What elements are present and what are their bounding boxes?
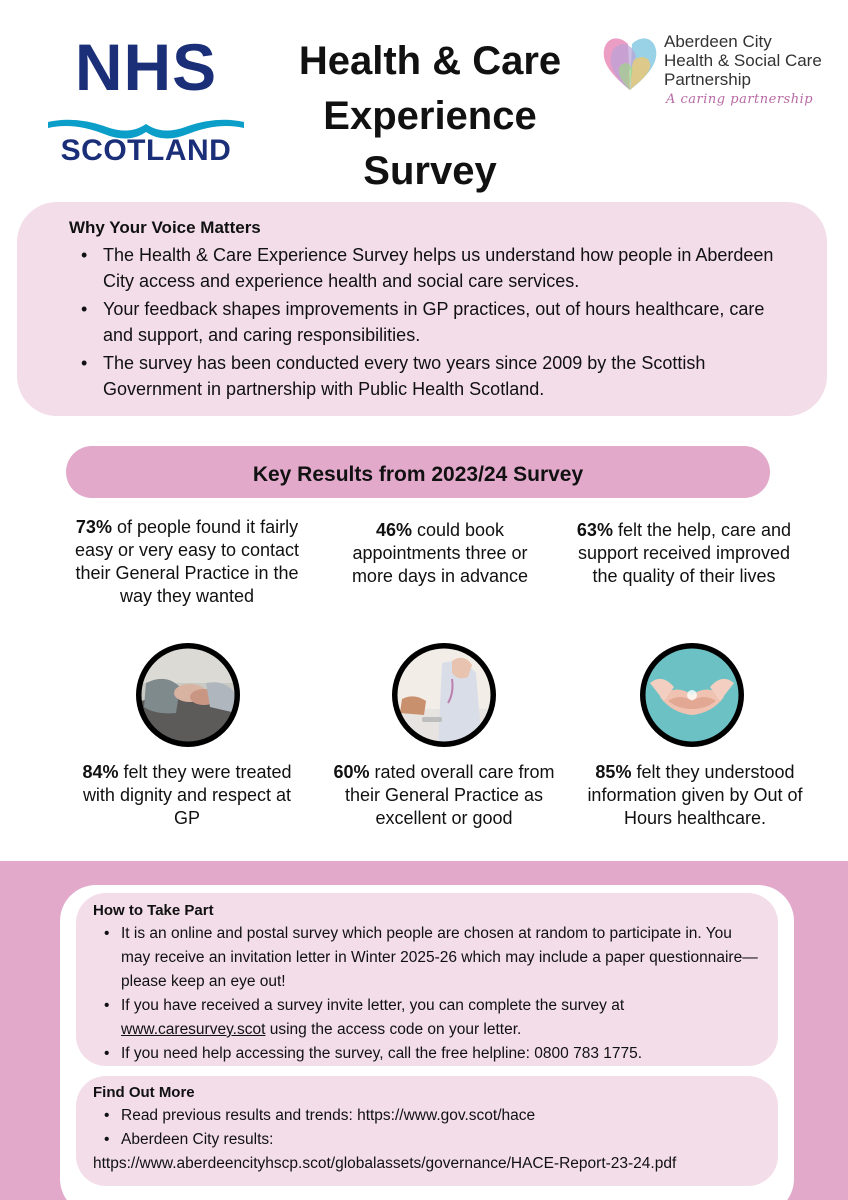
partnership-logo xyxy=(600,26,840,116)
find-out-more-panel xyxy=(76,1076,778,1186)
title-line-1: Health & Care xyxy=(298,39,562,83)
why-title: Why Your Voice Matters xyxy=(69,218,261,237)
stat-book-advance xyxy=(330,519,550,588)
find-more-item xyxy=(93,1128,758,1176)
heart-logo-icon xyxy=(600,30,660,94)
holding-hands-icon xyxy=(136,643,240,747)
find-more-item-label: • Aberdeen City results: xyxy=(121,1131,274,1148)
partnership-tagline: A caring partnership xyxy=(666,92,814,107)
stat-dignity-respect xyxy=(82,761,292,830)
why-your-voice-matters-panel xyxy=(17,202,827,416)
stat-value: 46% xyxy=(375,520,412,540)
stat-text: felt the help, care and support received improved the quality of their lives xyxy=(577,520,792,586)
find-more-title: Find Out More xyxy=(93,1084,195,1101)
partnership-name-line-1: Aberdeen City xyxy=(664,32,772,51)
why-item: • The Health & Care Experience Survey helps us understand how people in Aberdeen City access and experience health and social care services. xyxy=(69,242,787,294)
stat-out-of-hours-info xyxy=(580,761,810,830)
key-results-title: Key Results from 2023/24 Survey xyxy=(252,463,584,486)
caring-hands-photo xyxy=(640,643,744,747)
aberdeen-results-url: https://www.aberdeencityhscp.scot/globalassets/governance/HACE-Report-23-24.pdf xyxy=(93,1155,677,1172)
stat-text: could book appointments three or more days in advance xyxy=(351,520,529,586)
stat-text: of people found it fairly easy or very easy to contact their General Practice in the way they wanted xyxy=(74,517,300,606)
take-part-item: • If you need help accessing the survey, call the free helpline: 0800 783 1775. xyxy=(93,1042,758,1066)
take-part-item: • It is an online and postal survey which people are chosen at random to participate in. You may receive an invitation letter in Winter 2025-26 which may include a paper questionnaire— please keep an eye out! xyxy=(93,922,758,994)
page-title xyxy=(270,34,590,199)
find-more-list xyxy=(93,1104,758,1176)
partnership-name xyxy=(664,32,844,89)
take-part-title: How to Take Part xyxy=(93,902,214,919)
stat-value: 84% xyxy=(82,762,119,782)
stat-value: 60% xyxy=(333,762,370,782)
partnership-name-line-3: Partnership xyxy=(664,70,751,89)
title-line-3: Survey xyxy=(363,149,497,193)
stat-text: felt they were treated with dignity and respect at GP xyxy=(82,762,292,828)
caresurvey-link[interactable]: www.caresurvey.scot xyxy=(121,1021,266,1038)
partnership-name-line-2: Health & Social Care xyxy=(664,51,822,70)
nhs-logo-text: NHS xyxy=(74,30,218,104)
stat-overall-care xyxy=(324,761,564,830)
title-line-2: Experience xyxy=(323,94,537,138)
take-part-item-text: If you have received a survey invite letter, you can complete the survey at xyxy=(121,997,625,1014)
stat-contact-gp xyxy=(62,516,312,608)
caring-hands-icon xyxy=(640,643,744,747)
stat-quality-of-life xyxy=(566,519,802,588)
holding-hands-photo xyxy=(136,643,240,747)
stat-value: 85% xyxy=(595,762,632,782)
nhs-scotland-logo xyxy=(44,30,248,170)
take-part-item xyxy=(93,994,758,1042)
take-part-list xyxy=(93,922,758,1066)
stat-value: 73% xyxy=(75,517,112,537)
nhs-logo-subtitle: SCOTLAND xyxy=(60,134,232,167)
stat-value: 63% xyxy=(576,520,613,540)
doctor-consultation-photo xyxy=(392,643,496,747)
why-item: • Your feedback shapes improvements in GP practices, out of hours healthcare, care and support, and caring responsibilities. xyxy=(69,296,787,348)
take-part-item-text: using the access code on your letter. xyxy=(265,1021,522,1038)
why-list xyxy=(69,242,787,402)
how-to-take-part-panel xyxy=(76,893,778,1066)
stat-text: felt they understood information given by Out of Hours healthcare. xyxy=(587,762,803,828)
why-item: • The survey has been conducted every two years since 2009 by the Scottish Government in partnership with Public Health Scotland. xyxy=(69,350,787,402)
key-results-header xyxy=(66,446,770,498)
doctor-consultation-icon xyxy=(392,643,496,747)
stat-text: rated overall care from their General Practice as excellent or good xyxy=(344,762,555,828)
find-more-item: • Read previous results and trends: https://www.gov.scot/hace xyxy=(93,1104,758,1128)
